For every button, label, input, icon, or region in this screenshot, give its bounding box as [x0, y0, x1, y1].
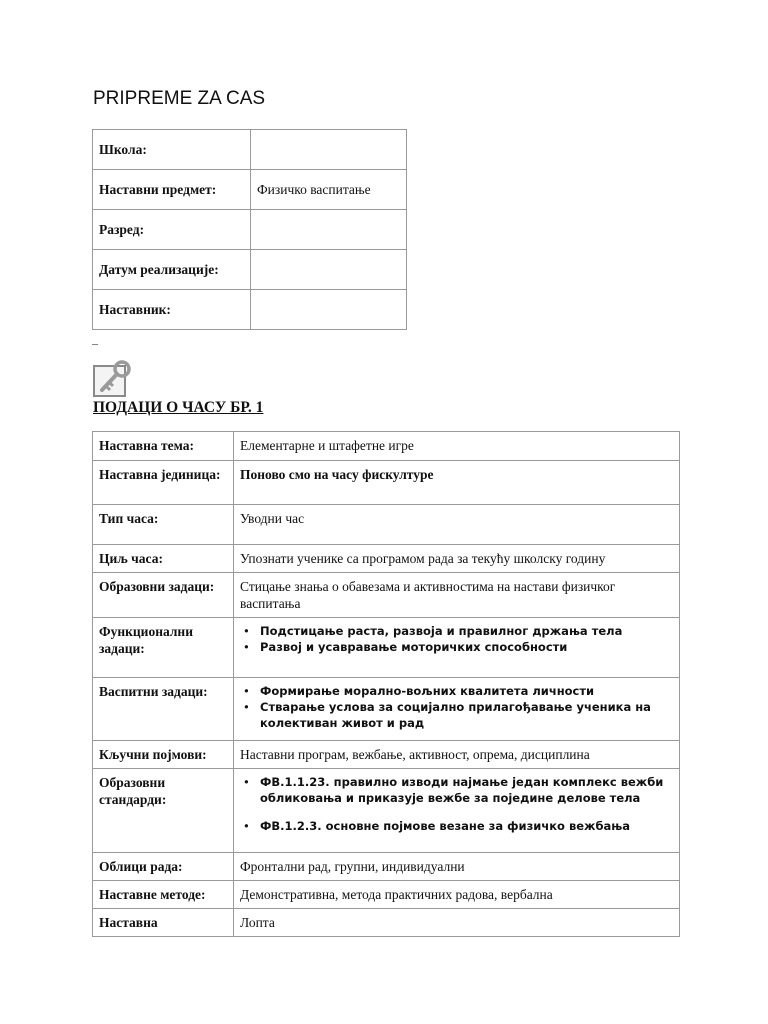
date-value [251, 250, 407, 290]
list-item: • Стварање услова за социјално прилагођавање ученика на колективан живот и рад [260, 699, 673, 731]
functional-tasks-label: Функционални задаци: [93, 618, 234, 678]
goal-row [93, 545, 680, 573]
grade-row [93, 210, 407, 250]
functional-tasks-cell [234, 618, 680, 678]
dash-mark: – [92, 336, 98, 350]
page-heading: PRIPREME ZA CAS [93, 88, 266, 109]
aids-value: Лопта [234, 909, 680, 937]
functional-tasks-list [240, 623, 673, 655]
aids-row [93, 909, 680, 937]
list-item: • Подстицање раста, развоја и правилног држања тела [260, 623, 673, 639]
list-item: • ФВ.1.2.3. основне појмове везане за физичко вежбања [260, 818, 673, 834]
work-forms-row [93, 853, 680, 881]
key-terms-label: Кључни појмови: [93, 741, 234, 769]
upbringing-tasks-cell [234, 678, 680, 741]
teacher-label: Наставник: [93, 290, 251, 330]
aids-label: Наставна [93, 909, 234, 937]
topic-value: Елементарне и штафетне игре [234, 432, 680, 461]
list-item: • ФВ.1.1.23. правилно изводи најмање један комплекс вежби обликовања и приказује вежбе за поједине делове тела [260, 774, 673, 806]
grade-label: Разред: [93, 210, 251, 250]
goal-value: Упознати ученике са програмом рада за текућу школску годину [234, 545, 680, 573]
section-title: ПОДАЦИ О ЧАСУ БР. 1 [93, 399, 264, 416]
key-terms-row [93, 741, 680, 769]
subject-label: Наставни предмет: [93, 170, 251, 210]
methods-value: Демонстративна, метода практичних радова, вербална [234, 881, 680, 909]
school-info-table [92, 129, 407, 330]
unit-value: Поново смо на часу фискултуре [234, 461, 680, 505]
teacher-value [251, 290, 407, 330]
subject-row [93, 170, 407, 210]
upbringing-tasks-list [240, 683, 673, 731]
unit-row [93, 461, 680, 505]
list-item: • Формирање морално-вољних квалитета личности [260, 683, 673, 699]
type-value: Уводни час [234, 505, 680, 545]
date-row [93, 250, 407, 290]
school-row [93, 130, 407, 170]
key-terms-value: Наставни програм, вежбање, активност, опрема, дисциплина [234, 741, 680, 769]
type-label: Тип часа: [93, 505, 234, 545]
upbringing-tasks-label: Васпитни задаци: [93, 678, 234, 741]
educational-tasks-row [93, 573, 680, 618]
topic-row [93, 432, 680, 461]
educational-tasks-label: Образовни задаци: [93, 573, 234, 618]
grade-value [251, 210, 407, 250]
topic-label: Наставна тема: [93, 432, 234, 461]
standards-row [93, 769, 680, 853]
methods-row [93, 881, 680, 909]
key-icon [93, 360, 133, 398]
teacher-row [93, 290, 407, 330]
standards-label: Образовни стандарди: [93, 769, 234, 853]
work-forms-value: Фронтални рад, групни, индивидуални [234, 853, 680, 881]
date-label: Датум реализације: [93, 250, 251, 290]
type-row [93, 505, 680, 545]
lesson-data-table [92, 431, 680, 937]
standards-cell [234, 769, 680, 853]
school-value [251, 130, 407, 170]
methods-label: Наставне методе: [93, 881, 234, 909]
standards-list [240, 774, 673, 834]
list-item: • Развој и усавравање моторичких способности [260, 639, 673, 655]
school-label: Школа: [93, 130, 251, 170]
unit-label: Наставна јединица: [93, 461, 234, 505]
goal-label: Циљ часа: [93, 545, 234, 573]
functional-tasks-row [93, 618, 680, 678]
educational-tasks-value: Стицање знања о обавезама и активностима на настави физичког васпитања [234, 573, 680, 618]
subject-value: Физичко васпитање [251, 170, 407, 210]
upbringing-tasks-row [93, 678, 680, 741]
work-forms-label: Облици рада: [93, 853, 234, 881]
